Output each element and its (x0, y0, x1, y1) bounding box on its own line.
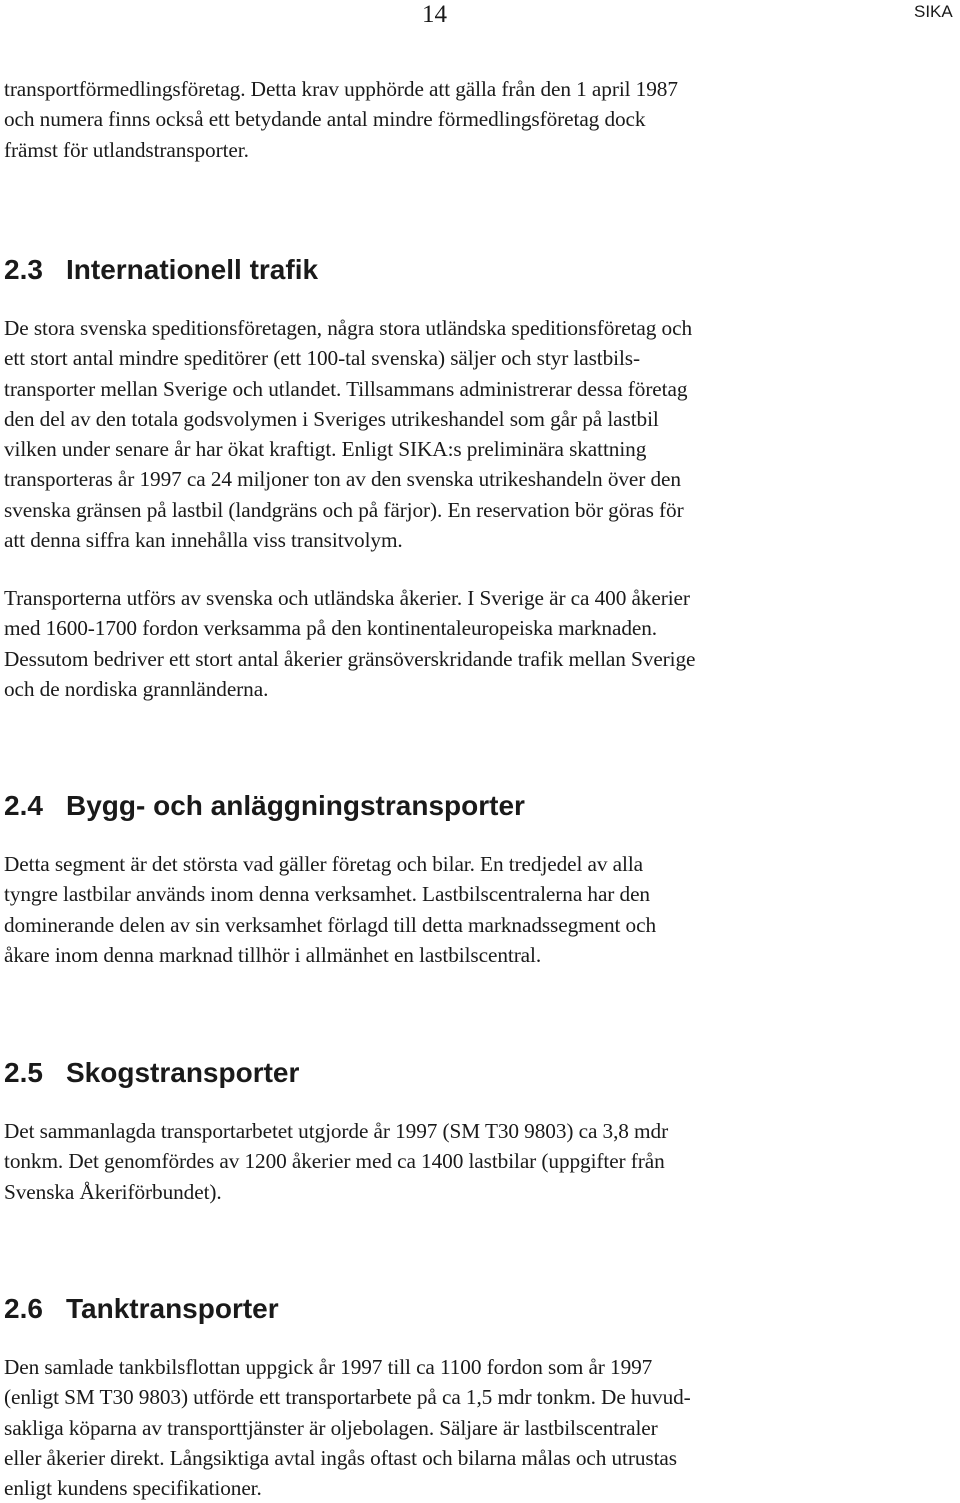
text-line: att denna siffra kan innehålla viss transitvolym. (4, 528, 403, 553)
section-2-4-paragraph-1 (4, 849, 954, 970)
section-title: Bygg- och anläggningstransporter (66, 790, 525, 821)
section-2-5-paragraph-1 (4, 1116, 954, 1207)
text-line: transportförmedlingsföretag. Detta krav upphörde att gälla från den 1 april 1987 (4, 77, 678, 101)
text-line: tonkm. Det genomfördes av 1200 åkerier med ca 1400 lastbilar (uppgifter från (4, 1149, 665, 1174)
text-line: Transporterna utförs av svenska och utländska åkerier. I Sverige är ca 400 åkerier (4, 586, 690, 610)
text-line: De stora svenska speditionsföretagen, några stora utländska speditionsföretag och (4, 316, 692, 340)
section-number: 2.3 (4, 254, 43, 285)
text-line: med 1600-1700 fordon verksamma på den kontinentaleuropeiska marknaden. (4, 616, 658, 641)
section-number: 2.5 (4, 1057, 43, 1088)
section-heading-2-6 (4, 1292, 279, 1326)
text-line: främst för utlandstransporter. (4, 137, 249, 162)
header-brand: SIKA (914, 2, 953, 21)
section-title: Tanktransporter (66, 1293, 279, 1324)
section-2-3-paragraph-1 (4, 313, 954, 555)
text-line: och de nordiska grannländerna. (4, 676, 269, 701)
section-2-6-paragraph-1 (4, 1352, 954, 1503)
text-line: Den samlade tankbilsflottan uppgick år 1997 till ca 1100 fordon som år 1997 (4, 1355, 653, 1379)
intro-paragraph (4, 74, 954, 165)
text-line: eller åkerier direkt. Långsiktiga avtal ingås oftast och bilarna målas och utrustas (4, 1445, 677, 1470)
text-line: sakliga köparna av transporttjänster är oljebolagen. Säljare är lastbilscentraler (4, 1415, 658, 1440)
text-line: Det sammanlagda transportarbetet utgjorde år 1997 (SM T30 9803) ca 3,8 mdr (4, 1119, 669, 1143)
section-number: 2.4 (4, 790, 43, 821)
text-line: Svenska Åkeriförbundet). (4, 1179, 222, 1204)
text-line: enligt kundens specifikationer. (4, 1476, 262, 1501)
section-title: Skogstransporter (66, 1057, 300, 1088)
text-line: Dessutom bedriver ett stort antal åkerier gränsöverskridande trafik mellan Sverige (4, 646, 696, 671)
text-line: dominerande delen av sin verksamhet förlagd till detta marknadssegment och (4, 912, 657, 937)
text-line: svenska gränsen på lastbil (landgräns och på färjor). En reservation bör göras för (4, 497, 684, 522)
text-line: (enligt SM T30 9803) utförde ett transportarbete på ca 1,5 mdr tonkm. De huvud- (4, 1385, 691, 1410)
text-line: åkare inom denna marknad tillhör i allmänhet en lastbilscentral. (4, 942, 542, 967)
section-number: 2.6 (4, 1293, 43, 1324)
section-heading-2-3 (4, 253, 318, 287)
text-line: och numera finns också ett betydande antal mindre förmedlingsföretag dock (4, 107, 646, 132)
text-line: vilken under senare år har ökat kraftigt. Enligt SIKA:s preliminära skattning (4, 437, 647, 462)
text-line: den del av den totala godsvolymen i Sveriges utrikeshandel som går på lastbil (4, 406, 659, 431)
section-heading-2-5 (4, 1056, 299, 1090)
section-heading-2-4 (4, 789, 525, 823)
section-title: Internationell trafik (66, 254, 319, 285)
page-number: 14 (422, 1, 447, 28)
text-line: Detta segment är det största vad gäller företag och bilar. En tredjedel av alla (4, 852, 644, 876)
text-line: tyngre lastbilar används inom denna verksamhet. Lastbilscentralerna har den (4, 882, 650, 907)
text-line: transporter mellan Sverige och utlandet. Tillsammans administrerar dessa företag (4, 376, 688, 401)
text-line: ett stort antal mindre speditörer (ett 100-tal svenska) säljer och styr lastbils- (4, 346, 640, 371)
text-line: transporteras år 1997 ca 24 miljoner ton av den svenska utrikeshandeln över den (4, 467, 681, 492)
section-2-3-paragraph-2 (4, 583, 954, 704)
